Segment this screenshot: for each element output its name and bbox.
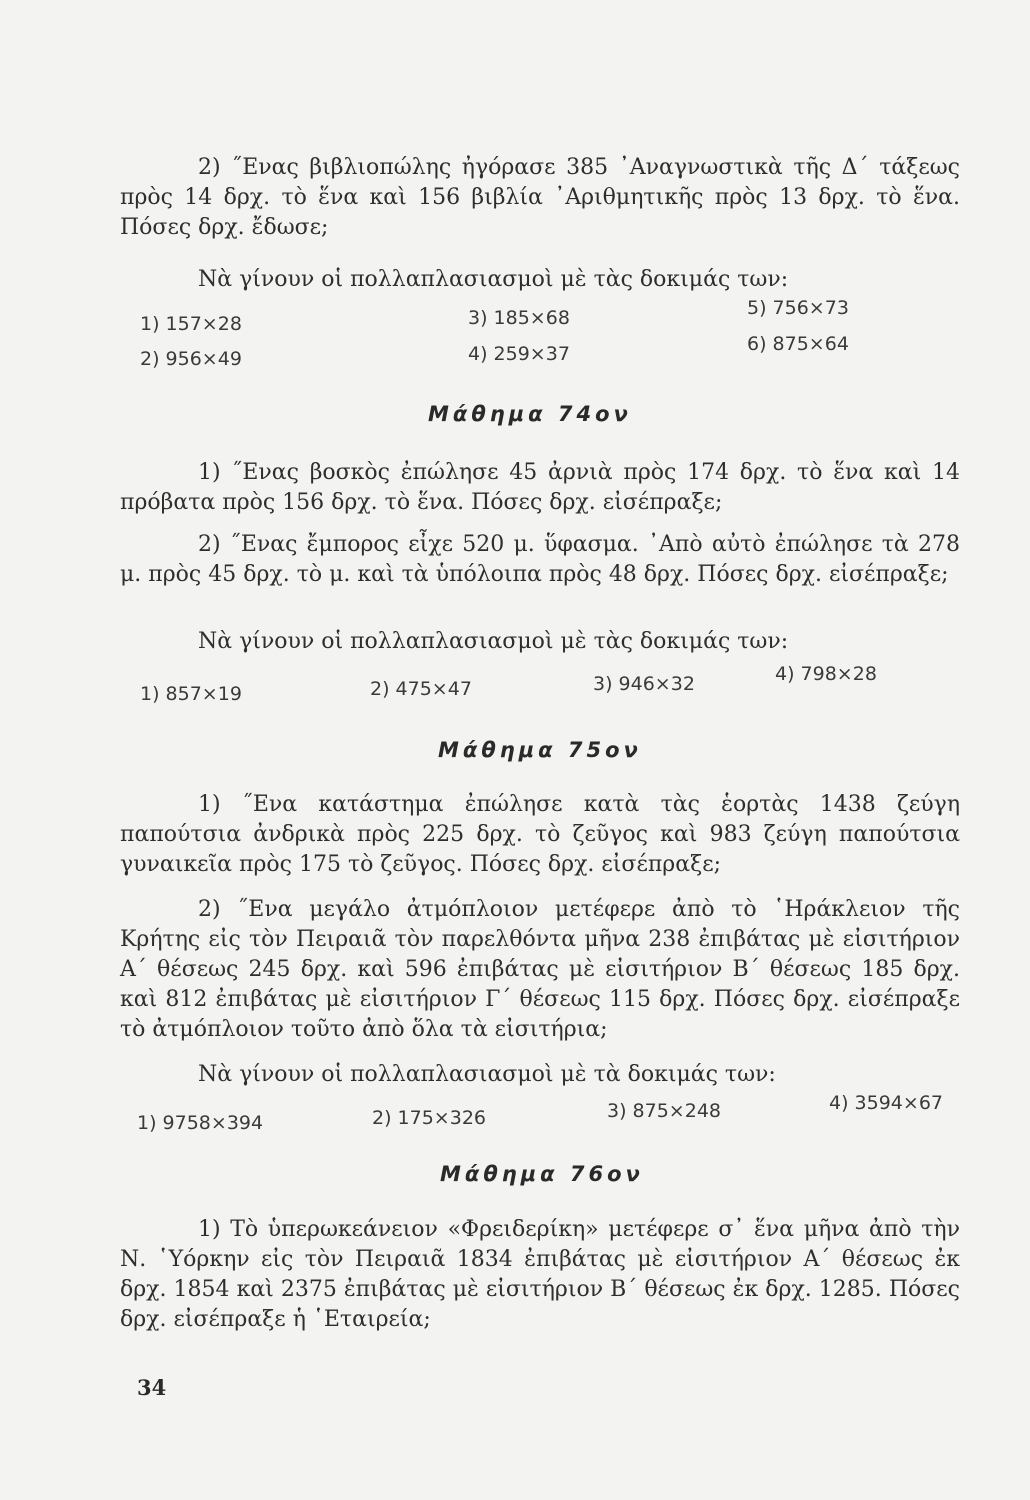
exercise-item: 3) 185×68: [468, 307, 570, 329]
lesson-74-instruction: Νὰ γίνουν οἱ πολλαπλασιασμοὶ μὲ τὰς δοκιμάς των:: [198, 629, 789, 654]
exercise-item: 4) 798×28: [775, 663, 877, 685]
exercise-item: 2) 475×47: [370, 678, 472, 700]
lesson-76-heading: Μάθημα 76ον: [440, 1162, 644, 1186]
lesson-74-heading: Μάθημα 74ον: [428, 402, 632, 426]
exercise-item: 1) 857×19: [140, 683, 242, 705]
lesson-75-problem-2: 2) ˝Ενα μεγάλο ἀτμόπλοιον μετέφερε ἀπὸ τὸ ῾Ηράκλειον τῆς Κρήτης εἰς τὸν Πειραιᾶ τὸν παρελθόντα μῆνα 238 ἐπιβάτας μὲ εἰσιτήριον Α΄ θέσεως 245 δρχ. καὶ 596 ἐπιβάτας μὲ εἰσιτήριον Β΄ θέσεως 185 δρχ. καὶ 812 ἐπιβάτας μὲ εἰσιτήριον Γ΄ θέσεως 115 δρχ. Πόσες δρχ. εἰσέπραξε τὸ ἀτμόπλοιον τοῦτο ἀπὸ ὅλα τὰ εἰσιτήρια;: [120, 897, 960, 1042]
exercise-item: 5) 756×73: [747, 297, 849, 319]
intro-instruction: Νὰ γίνουν οἱ πολλαπλασιασμοὶ μὲ τὰς δοκιμάς των:: [198, 267, 789, 292]
exercise-item: 3) 946×32: [593, 673, 695, 695]
lesson-74-problem-1: 1) ˝Ενας βοσκὸς ἐπώλησε 45 ἀρνιὰ πρὸς 174 δρχ. τὸ ἕνα καὶ 14 πρόβατα πρὸς 156 δρχ. τὸ ἕνα. Πόσες δρχ. εἰσέπραξε;: [120, 460, 960, 515]
lesson-75-heading: Μάθημα 75ον: [438, 738, 642, 762]
lesson-74-problem-2: 2) ˝Ενας ἔμπορος εἶχε 520 μ. ὕφασμα. ᾽Απὸ αὐτὸ ἐπώλησε τὰ 278 μ. πρὸς 45 δρχ. τὸ μ. καὶ τὰ ὑπόλοιπα πρὸς 48 δρχ. Πόσες δρχ. εἰσέπραξε;: [120, 532, 960, 587]
exercise-item: 6) 875×64: [747, 333, 849, 355]
exercise-item: 2) 175×326: [372, 1107, 486, 1129]
exercise-item: 3) 875×248: [607, 1100, 721, 1122]
lesson-75-problem-1: 1) ˝Ενα κατάστημα ἐπώλησε κατὰ τὰς ἑορτὰς 1438 ζεύγη παπούτσια ἀνδρικὰ πρὸς 225 δρχ. τὸ ζεῦγος καὶ 983 ζεύγη παπούτσια γυναικεῖα πρὸς 175 τὸ ζεῦγος. Πόσες δρχ. εἰσέπραξε;: [120, 792, 960, 877]
intro-problem: 2) ˝Ενας βιβλιοπώλης ἠγόρασε 385 ᾽Αναγνωστικὰ τῆς Δ΄ τάξεως πρὸς 14 δρχ. τὸ ἕνα καὶ 156 βιβλία ᾽Αριθμητικῆς πρὸς 13 δρχ. τὸ ἕνα. Πόσες δρχ. ἔδωσε;: [120, 155, 960, 240]
exercise-item: 1) 157×28: [140, 313, 242, 335]
lesson-76-problem-1: 1) Τὸ ὑπερωκεάνειον «Φρειδερίκη» μετέφερε σ᾽ ἕνα μῆνα ἀπὸ τὴν Ν. ῾Υόρκην εἰς τὸν Πειραιᾶ 1834 ἐπιβάτας μὲ εἰσιτήριον Α΄ θέσεως ἐκ δρχ. 1854 καὶ 2375 ἐπιβάτας μὲ εἰσιτήριον Β΄ θέσεως ἐκ δρχ. 1285. Πόσες δρχ. εἰσέπραξε ἡ ῾Εταιρεία;: [120, 1217, 960, 1332]
page-number: 34: [137, 1375, 167, 1400]
exercise-item: 4) 259×37: [468, 343, 570, 365]
exercise-item: 2) 956×49: [140, 348, 242, 370]
lesson-75-instruction: Νὰ γίνουν οἱ πολλαπλασιασμοὶ μὲ τὰ δοκιμάς των:: [198, 1062, 776, 1087]
exercise-item: 1) 9758×394: [137, 1112, 264, 1134]
exercise-item: 4) 3594×67: [829, 1092, 943, 1114]
